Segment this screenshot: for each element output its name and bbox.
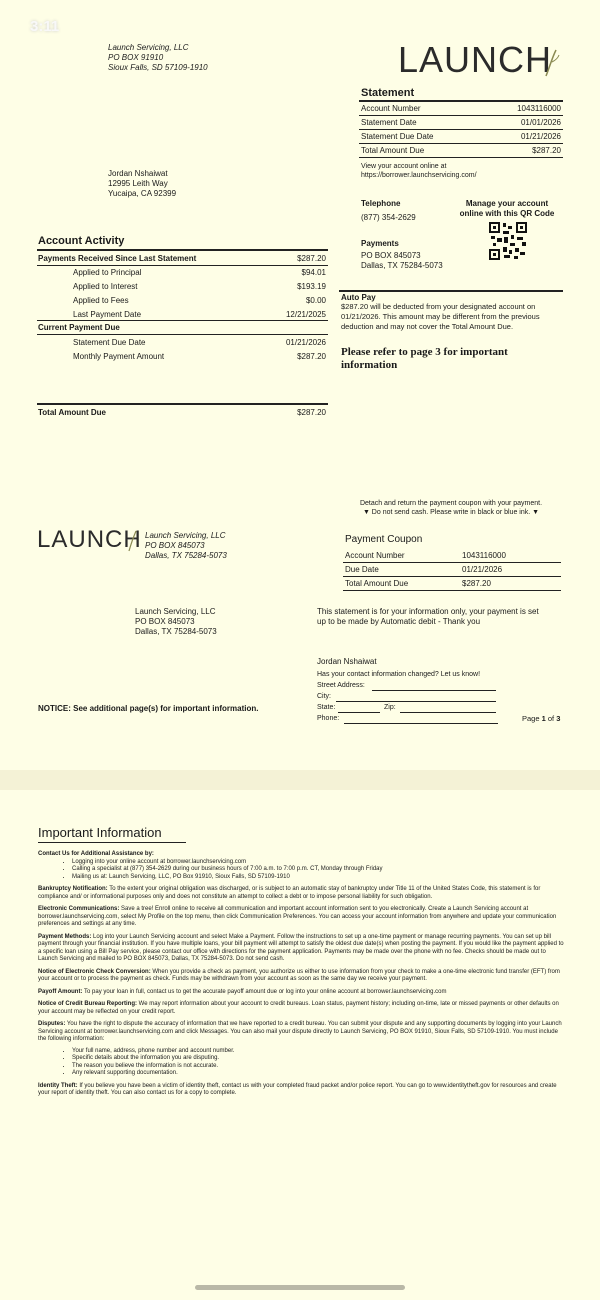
bankruptcy-section xyxy=(38,886,564,901)
last-payment-value: 12/21/2025 xyxy=(285,310,326,319)
divider xyxy=(343,590,561,591)
payments-line-1: PO BOX 845073 xyxy=(361,251,421,260)
page-total: 3 xyxy=(556,714,561,723)
monthly-payment-value: $287.20 xyxy=(297,352,326,361)
divider xyxy=(359,143,563,144)
notice-text: NOTICE: See additional page(s) for important information. xyxy=(38,704,259,713)
status-bar-time: 3:11 xyxy=(30,18,60,35)
divider xyxy=(37,334,328,335)
sender-line-2: PO BOX 91910 xyxy=(108,53,164,62)
info-note-line-2: up to be made by Automatic debit - Thank you xyxy=(317,617,481,626)
refer-note xyxy=(341,346,508,372)
autopay-title: Auto Pay xyxy=(341,293,376,302)
page-number xyxy=(522,714,560,723)
divider xyxy=(343,576,561,577)
total-rule xyxy=(37,403,328,405)
sender-line-3: Sioux Falls, SD 57109-1910 xyxy=(108,63,208,72)
divider xyxy=(359,115,563,116)
list-item: • The reason you believe the information is not accurate. xyxy=(72,1063,564,1071)
coupon-total-value: $287.20 xyxy=(462,579,491,588)
last-payment-label: Last Payment Date xyxy=(73,310,142,319)
page-gap xyxy=(0,770,600,790)
current-payment-label: Current Payment Due xyxy=(38,323,120,332)
autopay-line-2: 01/21/2026. This amount may be different from the previous xyxy=(341,312,540,321)
coupon-total-label: Total Amount Due xyxy=(345,579,409,588)
autopay-line-3: deduction and may not cover the Total Amount Due. xyxy=(341,322,514,331)
form-prompt: Has your contact information changed? Let us know! xyxy=(317,671,481,678)
electronic-comm-heading: Electronic Communications: xyxy=(38,906,120,912)
remit-line-2: PO BOX 845073 xyxy=(135,617,195,626)
credit-bureau-heading: Notice of Credit Bureau Reporting: xyxy=(38,1001,138,1007)
statement-date-value: 01/01/2026 xyxy=(520,118,561,127)
list-item: • Calling a specialist at (877) 354-2629 during our business hours of 7:00 a.m. to 7:00 p.m. CT, Monday through Friday xyxy=(72,866,564,874)
autopay-line-1: $287.20 will be deducted from your designated account on xyxy=(341,302,536,311)
page-current: 1 xyxy=(541,714,546,723)
statement-total-value: $287.20 xyxy=(532,146,561,155)
coupon-sender-line-2: PO BOX 845073 xyxy=(145,541,205,550)
electronic-comm-section xyxy=(38,906,564,929)
statement-title: Statement xyxy=(361,87,415,99)
launch-logo: LAUNCH xyxy=(398,39,553,80)
coupon-leaf-icon xyxy=(126,530,138,552)
qr-caption-line-1: Manage your account xyxy=(465,199,549,208)
total-due-value: $287.20 xyxy=(297,408,326,417)
remit-address xyxy=(135,607,217,637)
state-label: State: xyxy=(317,704,336,711)
list-item: • Any relevant supporting documentation. xyxy=(72,1070,564,1078)
current-due-date-label: Statement Due Date xyxy=(73,338,146,347)
detach-line-1: Detach and return the payment coupon with your payment. xyxy=(359,500,543,507)
city-label: City: xyxy=(317,693,331,700)
payoff-text: To pay your loan in full, contact us to get the accurate payoff amount due or log into your online account at borrower.launchservicing.com xyxy=(82,988,447,995)
coupon-launch-logo: LAUNCH xyxy=(37,526,142,553)
divider xyxy=(359,129,563,130)
dispute-list xyxy=(38,1048,564,1078)
identity-theft-heading: Identity Theft: xyxy=(38,1082,78,1089)
payment-methods-section xyxy=(38,934,564,964)
recipient-address xyxy=(108,169,176,199)
detach-instructions xyxy=(340,499,562,517)
city-field[interactable] xyxy=(336,701,496,702)
divider xyxy=(359,157,563,158)
coupon-due-label: Due Date xyxy=(345,565,379,574)
statement-total-label: Total Amount Due xyxy=(361,146,425,155)
qr-caption xyxy=(452,199,562,219)
divider xyxy=(343,562,561,563)
coupon-title: Payment Coupon xyxy=(345,534,423,545)
identity-theft-text: If you believe you have been a victim of identity theft, contact us with your completed fraud packet and/or police report. You can go to www.identitytheft.gov for resources and create your report of identity theft. You can also contact us for a copy to complete. xyxy=(38,1082,557,1096)
statement-due-value: 01/21/2026 xyxy=(520,132,561,141)
contact-heading: Contact Us for Additional Assistance by: xyxy=(38,851,154,857)
applied-interest-value: $193.19 xyxy=(297,282,326,291)
qr-code-icon[interactable] xyxy=(489,222,527,260)
divider xyxy=(37,265,328,266)
list-item: • Specific details about the information you are disputing. xyxy=(72,1055,564,1063)
page-mid: of xyxy=(545,714,557,723)
list-item: • Logging into your online account at borrower.launchservicing.com xyxy=(72,859,564,867)
statement-page-3 xyxy=(0,790,600,1300)
applied-principal-value: $94.01 xyxy=(301,268,326,277)
statement-account-value: 1043116000 xyxy=(517,104,561,113)
telephone-number[interactable]: (877) 354-2629 xyxy=(361,213,416,222)
remit-line-3: Dallas, TX 75284-5073 xyxy=(135,627,217,636)
telephone-label: Telephone xyxy=(361,199,401,208)
recipient-street: 12995 Leith Way xyxy=(108,179,168,188)
electronic-comm-text: Save a tree! Enroll online to receive all communication and important account information sent to you electronically. Create a Launch Servicing account at borrower.launchservicing.com, select My Profile on the top menu, then click Communication Preferences. You can access your account information from anywhere and update your communication preferences and settings at any time. xyxy=(38,906,557,927)
applied-principal-label: Applied to Principal xyxy=(73,268,142,277)
current-due-date-value: 01/21/2026 xyxy=(285,338,326,347)
remit-line-1: Launch Servicing, LLC xyxy=(135,607,216,616)
list-item: • Your full name, address, phone number and account number. xyxy=(72,1048,564,1056)
credit-bureau-section xyxy=(38,1001,564,1016)
important-info-title: Important Information xyxy=(38,825,162,840)
payments-received-label: Payments Received Since Last Statement xyxy=(38,254,197,263)
activity-rule xyxy=(37,249,328,251)
payments-label: Payments xyxy=(361,239,399,248)
check-conversion-section xyxy=(38,969,564,984)
zip-field[interactable] xyxy=(400,712,496,713)
credit-bureau-text: We may report information about your account to credit bureaus. Loan status, payment history; including on-time, late or missed payments or other defaults on your account may be reflected on your credit report. xyxy=(38,1001,559,1015)
coupon-due-value: 01/21/2026 xyxy=(462,565,503,574)
important-info-body xyxy=(38,851,564,1098)
street-address-label: Street Address: xyxy=(317,682,365,689)
bankruptcy-text: To the extent your original obligation was discharged, or is subject to an automatic stay of bankruptcy under Title 11 of the United States Code, this statement is for compliance and/ or informational purposes only and does not constitute an attempt to collect a debt or to impose personal liability for such obligation. xyxy=(38,886,541,900)
sender-line-1: Launch Servicing, LLC xyxy=(108,43,189,52)
applied-fees-value: $0.00 xyxy=(305,296,326,305)
payoff-section xyxy=(38,989,564,997)
leaf-icon xyxy=(542,48,560,78)
coupon-sender-line-1: Launch Servicing, LLC xyxy=(145,531,226,540)
statement-due-label: Statement Due Date xyxy=(361,132,434,141)
phone-field[interactable] xyxy=(344,723,498,724)
disputes-text: You have the right to dispute the accuracy of information that we have reported to a credit bureau. You can submit your dispute and any supporting documents by logging into your Launch Servicing account at borrower.launchservicing.com and click Messages. You can also mail your dispute directly to Launch Servicing, PO BOX 91910, Sioux Falls, SD 57109-1910. You must include the following information: xyxy=(38,1021,562,1042)
applied-fees-label: Applied to Fees xyxy=(73,296,129,305)
payments-address xyxy=(361,251,443,271)
sender-address xyxy=(108,43,208,73)
statement-date-label: Statement Date xyxy=(361,118,417,127)
coupon-account-label: Account Number xyxy=(345,551,405,560)
detach-line-2: ▼ Do not send cash. Please write in black or blue ink. ▼ xyxy=(362,509,540,516)
recipient-city: Yucaipa, CA 92399 xyxy=(108,189,177,198)
check-conversion-text: When you provide a check as payment, you authorize us either to use information from your check to make a one-time electronic fund transfer (EFT) from your account or to process the payment as check. Funds may be withdrawn from your account as soon as the same day we receive your payment. xyxy=(38,968,560,982)
identity-theft-section xyxy=(38,1083,564,1098)
divider xyxy=(37,320,328,321)
account-activity-title: Account Activity xyxy=(38,235,125,247)
info-note-line-1: This statement is for your information only, your payment is set xyxy=(317,607,539,616)
form-name: Jordan Nshaiwat xyxy=(317,657,377,666)
disputes-heading: Disputes: xyxy=(38,1021,66,1027)
autopay-text xyxy=(341,302,540,332)
recipient-name: Jordan Nshaiwat xyxy=(108,169,168,178)
coupon-account-value: 1043116000 xyxy=(462,551,506,560)
qr-caption-line-2: online with this QR Code xyxy=(459,209,555,218)
autopay-rule xyxy=(339,290,563,292)
zip-label: Zip: xyxy=(384,704,396,711)
bankruptcy-heading: Bankruptcy Notification: xyxy=(38,886,108,892)
payment-methods-heading: Payment Methods: xyxy=(38,933,92,940)
page-prefix: Page xyxy=(522,714,542,723)
street-address-field[interactable] xyxy=(372,690,496,691)
total-due-label: Total Amount Due xyxy=(38,408,106,417)
disputes-section xyxy=(38,1021,564,1044)
payments-line-2: Dallas, TX 75284-5073 xyxy=(361,261,443,270)
info-note xyxy=(317,607,539,627)
list-item: • Mailing us at: Launch Servicing, LLC, PO Box 91910, Sioux Falls, SD 57109-1910 xyxy=(72,874,564,882)
state-field[interactable] xyxy=(338,712,380,713)
coupon-sender xyxy=(145,531,227,561)
phone-label: Phone: xyxy=(317,715,340,722)
online-note-line-1: View your account online at xyxy=(361,163,447,170)
home-indicator[interactable] xyxy=(195,1285,405,1290)
refer-note-line-2: information xyxy=(341,359,398,371)
payments-received-value: $287.20 xyxy=(297,254,326,263)
payment-methods-text: Log into your Launch Servicing account and select Make a Payment. Follow the instructions to set up a one-time payment or manage recurring payments. You can set up bill payment through your financial institution. If you have multiple loans, your bill payment will attempt to satisfy the oldest due date(s) when posting the payment. If you would like the payment applied to a specific loan using a Bill Pay service, please contact our office with directions for the payment application. Payments may be made over the phone with no fee. Checks should be made out to Launch Servicing and mailed to PO BOX 845073, Dallas, TX 75284-5073. Do not send cash. xyxy=(38,933,564,962)
online-url[interactable]: https://borrower.launchservicing.com/ xyxy=(361,172,477,179)
applied-interest-label: Applied to Interest xyxy=(73,282,138,291)
title-underline xyxy=(38,842,186,843)
monthly-payment-label: Monthly Payment Amount xyxy=(73,352,165,361)
refer-note-line-1: Please refer to page 3 for important xyxy=(341,346,508,358)
coupon-sender-line-3: Dallas, TX 75284-5073 xyxy=(145,551,227,560)
statement-account-label: Account Number xyxy=(361,104,421,113)
contact-list xyxy=(38,859,564,882)
online-note xyxy=(361,162,477,180)
payoff-heading: Payoff Amount: xyxy=(38,988,83,995)
statement-rule xyxy=(359,100,563,102)
check-conversion-heading: Notice of Electronic Check Conversion: xyxy=(38,968,151,975)
